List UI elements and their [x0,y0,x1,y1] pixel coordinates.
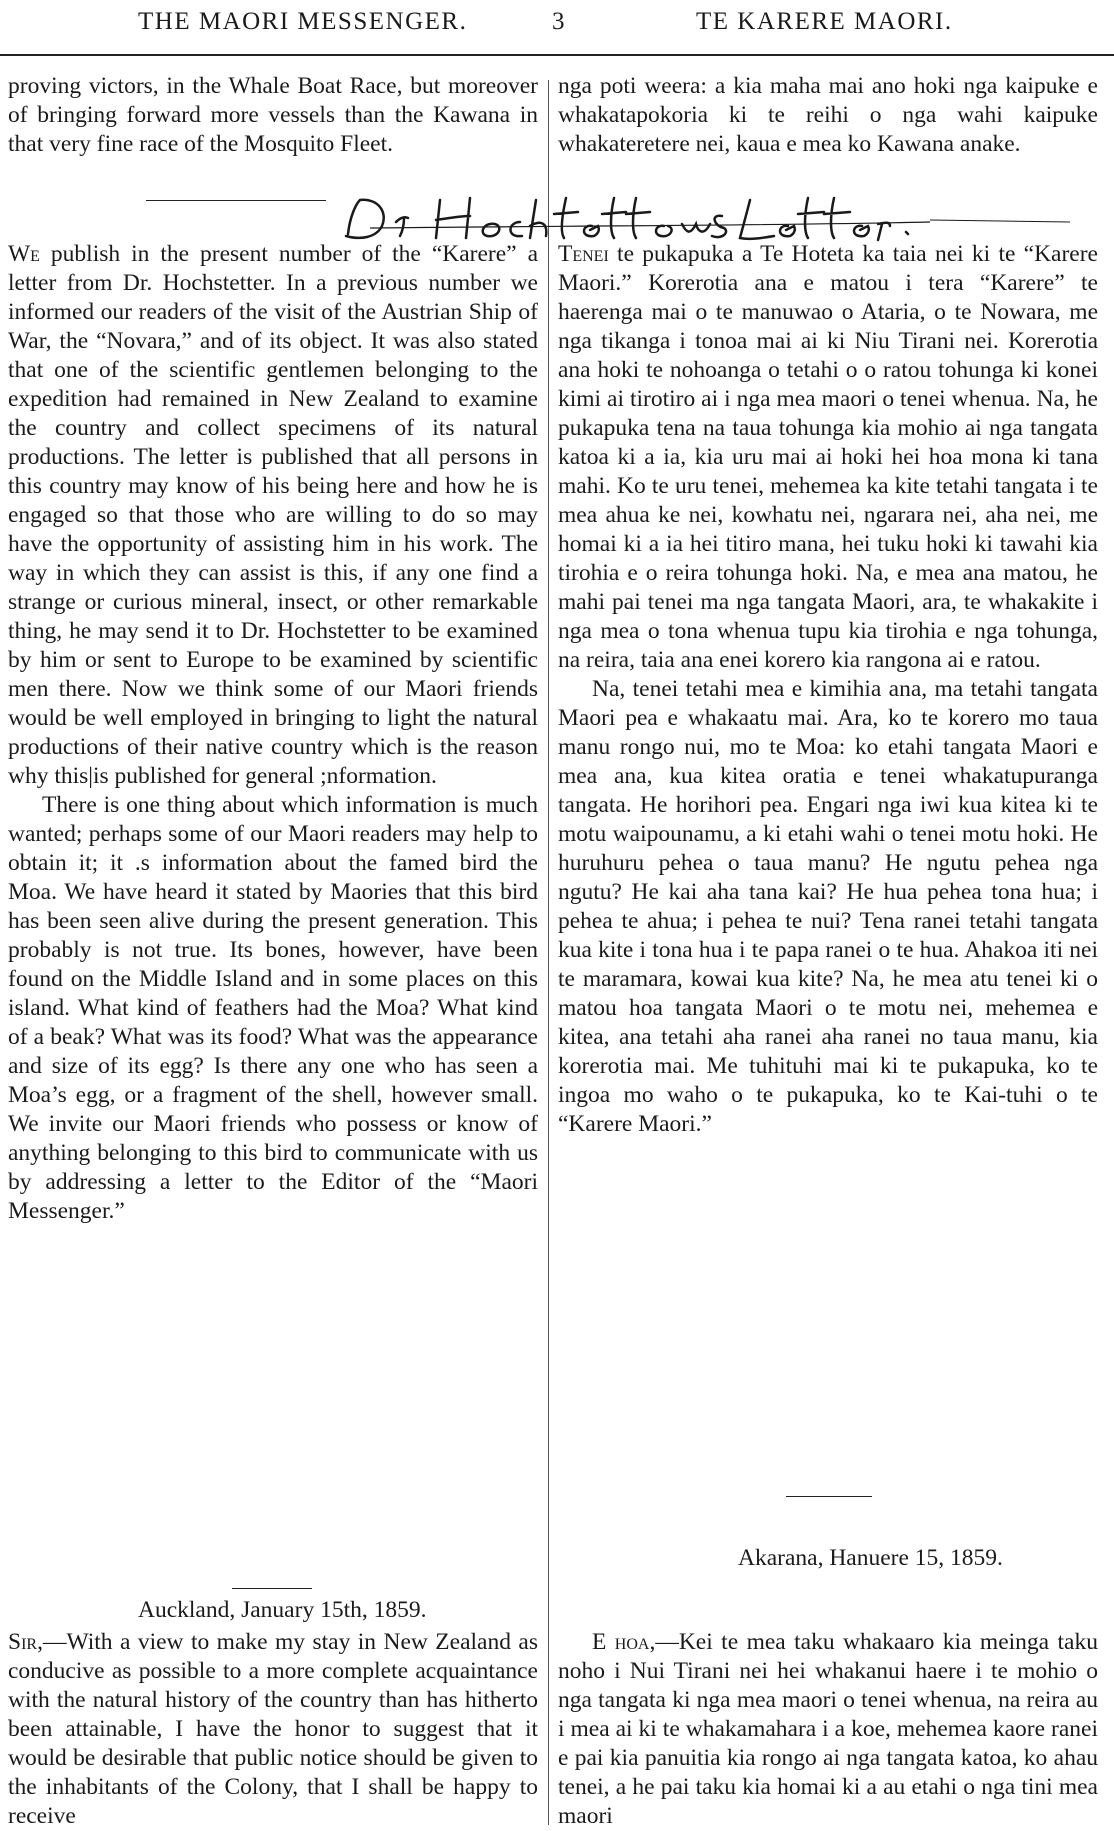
right-continuation [558,72,1098,159]
left-dateline: Auckland, January 15th, 1859. [138,1597,427,1623]
column-divider [548,80,549,1825]
left-article-body: publish in the present number of the “Karere” a letter from Dr. Hochstetter. In a previous number we informed our readers of the visit of the Austrian Ship of War, the “Novara,” and of its object. It was also stated that one of the scientific gentlemen belonging to the expedition had remained in New Zealand to examine the country and collect specimens of its natural productions. The letter is published that all persons in this country may know of his being here and how he is engaged so that those who are willing to do so may have the opportunity of assisting him in his work. The way in which they can assist is this, if any one find a strange or curious mineral, insect, or other remarkable thing, he may send it to Dr. Hochstetter to be examined by him or sent to Europe to be examined by scientific men there. Now we think some of our Maori friends would be well employed in bringing to light the natural productions of their native country which is the reason why this|is published for general ;nformation. [8,241,538,789]
top-rule [0,54,1114,56]
masthead [0,8,1114,48]
left-letter-lead: Sir, [8,1629,43,1655]
right-letter-body: —Kei te mea taku whakaaro kia meinga taku noho i Nui Tirani nei hei whakanui haere i te mohio o nga tangata ki nga mea maori o tenei whenua, na reira au i mea ai ki te whakamahara i a koe, mehemea kaore ranei e pai kia panuitia kia rongo ai nga tangata katoa, ko ahau tenei, a he pai taku kia homai ki a au etahi o nga tini mea maori [558,1629,1098,1829]
left-continuation [8,72,538,159]
left-article-para-1 [8,240,538,791]
left-letter-rule [232,1588,312,1589]
right-article-body: te pukapuka a Te Hoteta ka taia nei ki te “Karere Maori.” Korerotia ana e matou i tera “Karere” te haerenga mai o te manuwao o Ataria, o te Nowara, me nga tikanga i tonoa mai ai ki Niu Tirani nei. Korerotia ana hoki te nohoanga o tetahi o o ratou tohunga ki konei kimi ai tirotiro ai i nga mea maori o tenei whenua. Na, he pukapuka tena na taua tohunga kia mohio ai nga tangata katoa ki a ia, kia uru mai ai hoki hei hoa mona ki tana mahi. Ko te uru tenei, mehemea ka kite tetahi tangata i te mea ahua ke nei, kowhatu nei, ngarara nei, aha nei, me homai ki a ia hei titiro mana, hei tuku hoki ki tawahi kia tirohia e o reira tohunga hoki. Na, e mea ana matou, he mahi pai tenei ma nga tangata Maori, ara, te whakakite i nga mea o tona whenua tupu kia tirohia e nga tohunga, na reira, taia ana enei korero kia rangona ai e ratou. [558,241,1098,673]
right-dateline: Akarana, Hanuere 15, 1859. [738,1545,1003,1571]
right-article [558,240,1098,1139]
right-article-para-1 [558,240,1098,675]
right-continuation-text: nga poti weera: a kia maha mai ano hoki nga kaipuke e whakatapokoria ki te reihi o nga wahi kaipuke whakateretere nei, kaua e mea ko Kawana anake. [558,73,1098,157]
left-letter-body: —With a view to make my stay in New Zealand as conducive as possible to a more complete acquaintance with the natural history of the country than has hitherto been attainable, I have the honor to suggest that it would be desirable that public notice should be given to the inhabitants of the Colony, that I shall be happy to receive [8,1629,538,1829]
left-continuation-text: proving victors, in the Whale Boat Race, but moreover of bringing forward more vessels than the Kawana in that very fine race of the Mosquito Fleet. [8,73,538,157]
right-letter-para [558,1628,1098,1831]
left-article [8,240,538,1226]
right-article-para-2: Na, tenei tetahi mea e kimihia ana, ma tetahi tangata Maori pea e whakaatu mai. Ara, ko te korero mo taua manu rongo nui, mo te Moa: ko etahi tangata Maori e mea ana, kua kitea oratia e tenei whakatupuranga tangata. He horihori pea. Engari nga iwi kua kitea ki te motu waipounamu, a ki etahi wahi o tenei motu hoki. He huruhuru pehea o taua manu? He ngutu pehea nga ngutu? He kai aha tana kai? He hua pehea tona hua; i pehea te ahua; i pehea te nui? Tena ranei tetahi tangata kua kite i tona hua i te papa ranei o te hua. Ahakoa iti nei te maramara, kowai kua kite? Na, he mea atu tenei ki o matou hoa tangata Maori o te motu nei, mehemea e kitea, ana tetahi aha ranei aha ranei no taua manu, kia korerotia mai. Me tuhituhi mai ki te pukapuka, ko te ingoa mo waho o te pukapuka, ko te Kai-tuhi o te “Karere Maori.” [558,676,1098,1137]
right-letter-rule [786,1496,872,1497]
right-article-lead: Tenei [558,241,609,267]
left-article-para-2: There is one thing about which information is much wanted; perhaps some of our Maori readers may help to obtain it; it .s information about the famed bird the Moa. We have heard it stated by Maories that this bird has been seen alive during the present generation. This probably is not true. Its bones, however, have been found on the Middle Island and in some places on this island. What kind of feathers had the Moa? What kind of a beak? What was its food? What was the appearance and size of its egg? Is there any one who has seen a Moa’s egg, or a fragment of the shell, however small. We invite our Maori friends who possess or know of anything belonging to this bird to communicate with us by addressing a letter to the Editor of the “Maori Messenger.” [8,792,538,1224]
right-letter-lead: E hoa, [592,1629,656,1655]
left-letter-para [8,1628,538,1831]
left-article-lead: We [8,241,40,267]
left-letter [8,1628,538,1831]
page-number: 3 [552,8,565,35]
right-letter [558,1628,1098,1831]
masthead-english-title: THE MAORI MESSENGER. [138,8,468,35]
section-rule-left [146,200,326,201]
masthead-maori-title: TE KARERE MAORI. [696,8,953,35]
